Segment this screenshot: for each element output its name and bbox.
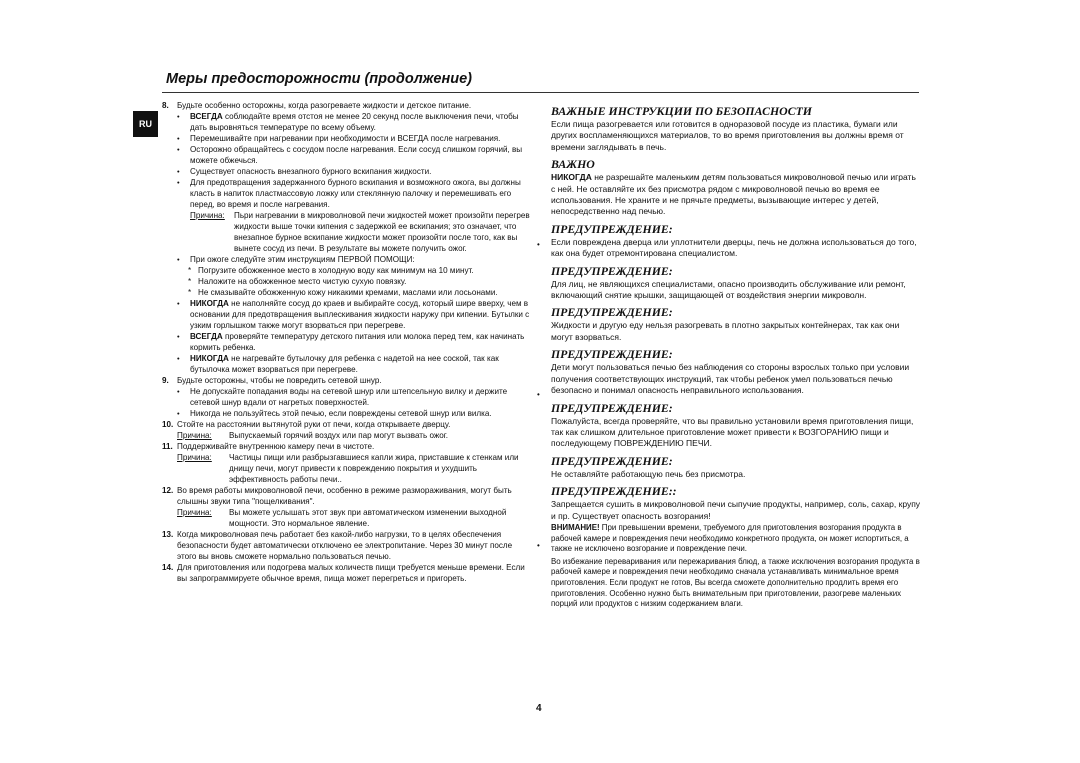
warning-heading: ПРЕДУПРЕЖДЕНИЕ: bbox=[551, 305, 673, 320]
left-column bbox=[162, 100, 530, 584]
paragraph-text: При превышении времени, требуемого для приготовления возгорания продукта в рабочей камере и повреждения печи необходимо конкретного продукта, он может испортиться, а также не исключено возгорание и повреждение печи. bbox=[551, 522, 909, 554]
reason-label: Причина: bbox=[177, 431, 212, 440]
section-paragraph: Пожалуйста, всегда проверяйте, что вы правильно установили время приготовления пищи, так как слишком длительное приготовление может привести к ВОЗГОРАНИЮ пищи и последующему ПОВРЕЖДЕНИЮ ПЕЧИ. bbox=[551, 415, 914, 449]
section-paragraph: Для лиц, не являющихся специалистами, опасно производить обслуживание или ремонт, включающий снятие крышки, защищающей от воздействия энергии микроволн. bbox=[551, 278, 906, 301]
bullet-text: проверяйте температуру детского питания или молока перед тем, как начинать кормить ребенка. bbox=[190, 332, 525, 352]
bullet-item bbox=[162, 111, 530, 133]
list-item-14 bbox=[162, 562, 530, 584]
reason-block bbox=[162, 210, 530, 254]
sub-step-text: Наложите на обожженное место чистую сухую повязку. bbox=[198, 277, 407, 286]
bullet-item bbox=[162, 408, 530, 419]
list-item-8 bbox=[162, 100, 530, 111]
bullet-text: Осторожно обращайтесь с сосудом после нагревания. Если сосуд слишком горячий, вы можете обжечься. bbox=[190, 145, 523, 165]
header-divider bbox=[162, 92, 919, 93]
section-paragraph bbox=[551, 172, 921, 218]
bullet-text: Существует опасность внезапного бурного вскипания жидкости. bbox=[190, 167, 432, 176]
section-paragraph: Во избежание переваривания или пережаривания блюд, а также исключения возгорания продукта в рабочей камере и повреждения печи необходимо сначала устанавливать минимальное время приготовления. Если продукт не готов, Вы всегда сможете дополнительно продлить время его приготовления. Особенно нужно быть внимательным при приготовлении, разогреве маленьких порций или продуктов с низким содержанием влаги. bbox=[551, 556, 920, 609]
warning-heading: ПРЕДУПРЕЖДЕНИЕ: bbox=[551, 453, 673, 468]
item-text: Будьте особенно осторожны, когда разогреваете жидкости и детское питание. bbox=[177, 101, 472, 110]
list-item-13 bbox=[162, 529, 530, 562]
bullet-icon: • bbox=[177, 255, 180, 264]
list-item-11 bbox=[162, 441, 530, 452]
bullet-text: Никогда не пользуйтесь этой печью, если повреждены сетевой шнур или вилка. bbox=[190, 409, 492, 418]
item-text: Будьте осторожны, чтобы не повредить сетевой шнур. bbox=[177, 376, 382, 385]
warning-heading: ПРЕДУПРЕЖДЕНИЕ:: bbox=[551, 484, 677, 499]
warning-heading: ПРЕДУПРЕЖДЕНИЕ: bbox=[551, 221, 673, 236]
language-tab: RU bbox=[133, 111, 158, 137]
section-paragraph bbox=[551, 523, 921, 555]
page-title: Меры предосторожности (продолжение) bbox=[166, 71, 472, 87]
emphasis: НИКОГДА bbox=[551, 172, 592, 183]
reason-text: Частицы пищи или разбрызгавшиеся капли жира, приставшие к стенкам или днищу печи, могут привести к повреждению покрытия и ухудшить эффективность работы печи.. bbox=[229, 453, 519, 484]
list-item-10 bbox=[162, 419, 530, 430]
margin-bullet-icon: • bbox=[537, 541, 540, 550]
bullet-icon: • bbox=[177, 354, 180, 363]
bullet-text: Перемешивайте при нагревании при необходимости и ВСЕГДА после нагревания. bbox=[190, 134, 501, 143]
bullet-item bbox=[162, 353, 530, 375]
sub-step bbox=[162, 287, 530, 298]
sub-step-text: Не смазывайте обожженную кожу никакими кремами, маслами или лосьонами. bbox=[198, 288, 498, 297]
item-text: Когда микроволновая печь работает без какой-либо нагрузки, то в целях обеспечения безопасности будет автоматически отключено ее электропитание. Через 30 минут после этого вы вновь сможете нормально пользоваться печью. bbox=[177, 530, 513, 561]
section-paragraph: Запрещается сушить в микроволновой печи сыпучие продукты, например, соль, сахар, крупу и пр. Существует опасность возгорания! bbox=[551, 499, 921, 521]
section-paragraph: Жидкости и другую еду нельзя разогревать в плотно закрытых контейнерах, так как они могут взорваться. bbox=[551, 320, 900, 342]
sub-step bbox=[162, 276, 530, 287]
bullet-icon: • bbox=[177, 134, 180, 143]
star-icon: * bbox=[188, 277, 192, 286]
margin-bullet-icon: • bbox=[537, 240, 540, 249]
reason-label: Причина: bbox=[177, 508, 212, 517]
section-heading-important: ВАЖНО bbox=[551, 157, 595, 172]
right-column bbox=[551, 100, 921, 610]
item-number: 11. bbox=[162, 442, 173, 451]
item-number: 14. bbox=[162, 563, 174, 572]
item-text: Во время работы микроволновой печи, особенно в режиме размораживания, могут быть слышны звуки типа "пощелкивания". bbox=[177, 486, 512, 506]
bullet-text: не нагревайте бутылочку для ребенка с надетой на нее соской, так как бутылочка может взорваться при перегреве. bbox=[190, 354, 499, 374]
warning-heading: ПРЕДУПРЕЖДЕНИЕ: bbox=[551, 400, 673, 415]
emphasis: ВНИМАНИЕ! bbox=[551, 522, 600, 532]
bullet-icon: • bbox=[177, 145, 180, 154]
bullet-icon: • bbox=[177, 409, 180, 418]
emphasis: НИКОГДА bbox=[190, 354, 229, 363]
emphasis: НИКОГДА bbox=[190, 299, 229, 308]
item-number: 9. bbox=[162, 376, 169, 385]
item-text: Стойте на расстоянии вытянутой руки от печи, когда открываете дверцу. bbox=[177, 420, 451, 429]
section-paragraph: Не оставляйте работающую печь без присмотра. bbox=[551, 468, 746, 479]
reason-text: Выпускаемый горячий воздух или пар могут вызвать ожог. bbox=[229, 431, 449, 440]
list-item-12 bbox=[162, 485, 530, 507]
bullet-icon: • bbox=[177, 178, 180, 187]
paragraph-text: не разрешайте маленьким детям пользоваться микроволновой печью или играть с ней. Не оставляйте их без присмотра рядом с микроволновой печью во время ее использования. Не храните и не прячьте предметы, вызывающие интерес у детей, непосредственно над печью. bbox=[551, 172, 916, 217]
reason-text: Пьри нагревании в микроволновой печи жидкостей может произойти перегрев жидкости выше точки кипения с задержкой ее вскипания; это означает, что внезапное бурное вскипание жидкости может произойти после того, как вы вынете сосуд из печи. В результате вы можете получить ожог. bbox=[234, 211, 530, 253]
emphasis: ВСЕГДА bbox=[190, 112, 223, 121]
sub-step-text: Погрузите обожженное место в холодную воду как минимум на 10 минут. bbox=[198, 266, 474, 275]
item-number: 12. bbox=[162, 486, 174, 495]
bullet-item bbox=[162, 166, 530, 177]
reason-block bbox=[162, 430, 530, 441]
section-heading-safety: ВАЖНЫЕ ИНСТРУКЦИИ ПО БЕЗОПАСНОСТИ bbox=[551, 104, 812, 118]
margin-bullet-icon: • bbox=[537, 390, 540, 399]
bullet-text: При ожоге следуйте этим инструкциям ПЕРВОЙ ПОМОЩИ: bbox=[190, 255, 415, 264]
bullet-icon: • bbox=[177, 112, 180, 121]
bullet-text: не наполняйте сосуд до краев и выбирайте сосуд, который шире вверху, чем в основании для предотвращения выплескивания жидкости наружу при кипении. Бутылки с узким горлышком также могут взорваться при перегреве. bbox=[190, 299, 530, 330]
item-number: 8. bbox=[162, 101, 169, 110]
bullet-item bbox=[162, 331, 530, 353]
section-paragraph: Если пища разогревается или готовится в одноразовой посуде из пластика, бумаги или других воспламеняющихся материалов, то во время приготовления вы должны время от времени заглядывать в печь. bbox=[551, 119, 904, 152]
bullet-item bbox=[162, 254, 530, 265]
reason-block bbox=[162, 507, 530, 529]
emphasis: ВСЕГДА bbox=[190, 332, 223, 341]
bullet-item bbox=[162, 298, 530, 331]
page-number: 4 bbox=[536, 703, 542, 714]
bullet-item bbox=[162, 133, 530, 144]
reason-label: Причина: bbox=[190, 211, 225, 220]
section-paragraph: Дети могут пользоваться печью без наблюдения со стороны взрослых только при условии получения соответствующих инструкций, так чтобы ребенок умел пользоваться печью безопасно и понимал опасность неправильного использования. bbox=[551, 362, 910, 396]
item-text: Для приготовления или подогрева малых количеств пищи требуется меньше времени. Если вы запрограммируете обычное время, пища может перегреться и пригореть. bbox=[177, 563, 525, 583]
section-paragraph: Если повреждена дверца или уплотнители дверцы, печь не должна использоваться до того, как она будет отремонтирована специалистом. bbox=[551, 236, 917, 259]
item-number: 10. bbox=[162, 420, 174, 429]
bullet-text: Не допускайте попадания воды на сетевой шнур или штепсельную вилку и держите сетевой шнур вдали от нагретых поверхностей. bbox=[190, 387, 508, 407]
bullet-icon: • bbox=[177, 387, 180, 396]
bullet-item bbox=[162, 177, 530, 210]
reason-text: Вы можете услышать этот звук при автоматическом изменении выходной мощности. Это нормальное явление. bbox=[229, 508, 507, 528]
bullet-text: соблюдайте время отстоя не менее 20 секунд после выключения печи, чтобы дать выровняться температуре по всему объему. bbox=[190, 112, 519, 132]
bullet-item bbox=[162, 144, 530, 166]
item-text: Поддерживайте внутреннюю камеру печи в чистоте. bbox=[177, 442, 375, 451]
list-item-9 bbox=[162, 375, 530, 386]
reason-block bbox=[162, 452, 530, 485]
bullet-icon: • bbox=[177, 299, 180, 308]
star-icon: * bbox=[188, 266, 192, 275]
item-number: 13. bbox=[162, 530, 174, 539]
warning-heading: ПРЕДУПРЕЖДЕНИЕ: bbox=[551, 347, 673, 362]
bullet-item bbox=[162, 386, 530, 408]
warning-heading: ПРЕДУПРЕЖДЕНИЕ: bbox=[551, 263, 673, 278]
bullet-icon: • bbox=[177, 332, 180, 341]
reason-label: Причина: bbox=[177, 453, 212, 462]
sub-step bbox=[162, 265, 530, 276]
bullet-text: Для предотвращения задержанного бурного вскипания и возможного ожога, вы должны класть в напиток пластмассовую ложку или стеклянную палочку и перемешивать его перед, во время и после нагревания. bbox=[190, 178, 521, 209]
bullet-icon: • bbox=[177, 167, 180, 176]
star-icon: * bbox=[188, 288, 192, 297]
